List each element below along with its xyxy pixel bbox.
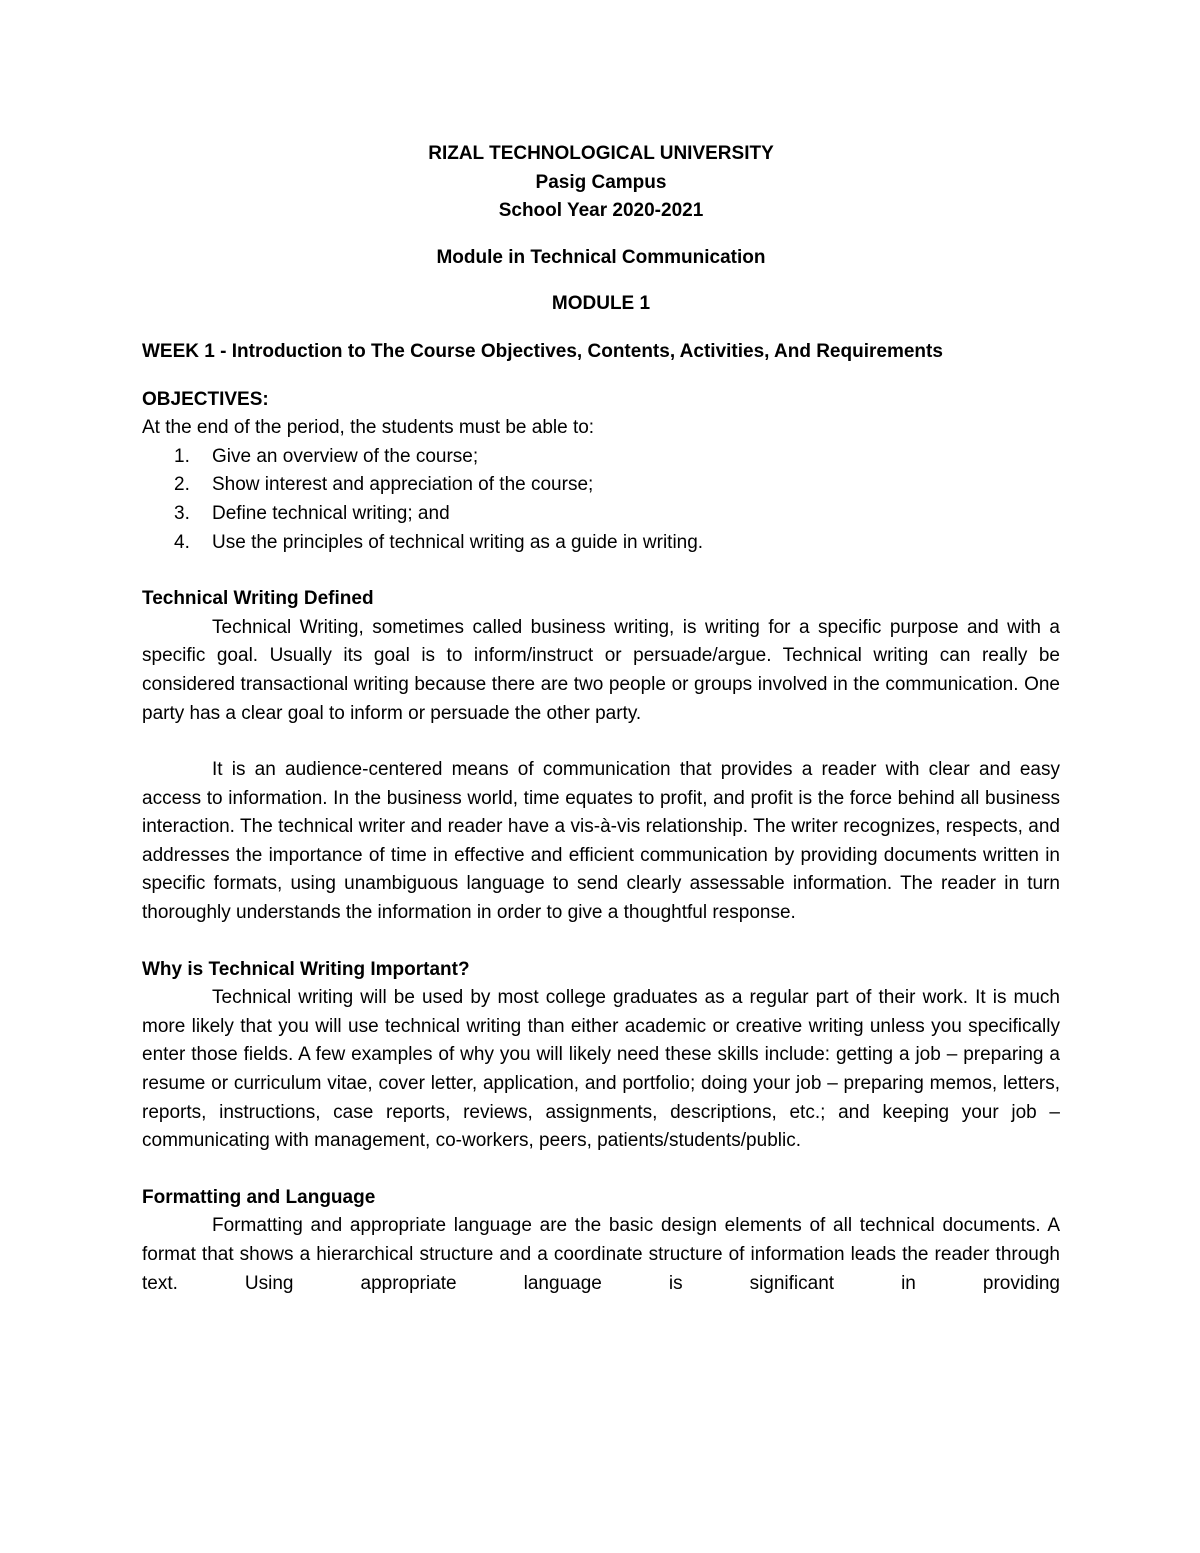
section-paragraph: Technical Writing, sometimes called business writing, is writing for a specific purpose and with a specific goal. Usually its goal is to inform/instruct or persuade/argue. Technical writing can really be considered transactional writing because there are two people or groups involved in the communication. One party has a clear goal to inform or persuade the other party. [142, 616, 1060, 724]
section-title-technical-writing-defined: Technical Writing Defined [142, 588, 374, 610]
section-title-formatting-and-language: Formatting and Language [142, 1186, 376, 1208]
school-year: School Year 2020-2021 [498, 200, 704, 222]
list-item [142, 500, 1060, 529]
list-item-number: 1. [174, 445, 190, 467]
list-item-text: Give an overview of the course; [212, 445, 479, 467]
objectives-heading: OBJECTIVES: [142, 388, 269, 410]
list-item [142, 529, 1060, 558]
document-header [142, 140, 1060, 319]
section-paragraph: It is an audience-centered means of communication that provides a reader with clear and easy access to information. In the business world, time equates to profit, and profit is the force behind all business interaction. The technical writer and reader have a vis-à-vis relationship. The writer recognizes, respects, and addresses the importance of time in effective and efficient communication by providing documents written in specific formats, using unambiguous language to send clearly assessable information. The reader in turn thoroughly understands the information in order to give a thoughtful response. [142, 759, 1060, 924]
module-title: Module in Technical Communication [436, 246, 766, 268]
section-title-why-important: Why is Technical Writing Important? [142, 958, 470, 980]
section-paragraph: Technical writing will be used by most college graduates as a regular part of their work. It is much more likely that you will use technical writing than either academic or creative writing unless you specifically enter those fields. A few examples of why you will likely need these skills include: getting a job – preparing a resume or curriculum vitae, cover letter, application, and portfolio; doing your job – preparing memos, letters, reports, instructions, case reports, reviews, assignments, descriptions, etc.; and keeping your job – communicating with management, co-workers, peers, patients/students/public. [142, 987, 1060, 1152]
list-item-text: Show interest and appreciation of the course; [212, 474, 594, 496]
list-item [142, 471, 1060, 500]
campus-name: Pasig Campus [535, 171, 667, 193]
university-name: RIZAL TECHNOLOGICAL UNIVERSITY [428, 143, 774, 164]
week-title: WEEK 1 - Introduction to The Course Objectives, Contents, Activities, And Requirements [142, 340, 943, 362]
objectives-list [142, 443, 1060, 557]
list-item-text: Define technical writing; and [212, 502, 450, 524]
list-item-text: Use the principles of technical writing as a guide in writing. [212, 531, 704, 553]
list-item-number: 3. [174, 502, 190, 524]
list-item-number: 4. [174, 531, 190, 553]
section-paragraph: Formatting and appropriate language are the basic design elements of all technical documents. A format that shows a hierarchical structure and a coordinate structure of information leads the reader through text. Using appropriate language is significant in providing [142, 1215, 1060, 1294]
list-item [142, 443, 1060, 472]
module-number: MODULE 1 [551, 293, 651, 315]
document-page [142, 140, 1060, 1298]
list-item-number: 2. [174, 474, 190, 496]
objectives-intro: At the end of the period, the students must be able to: [142, 417, 595, 439]
